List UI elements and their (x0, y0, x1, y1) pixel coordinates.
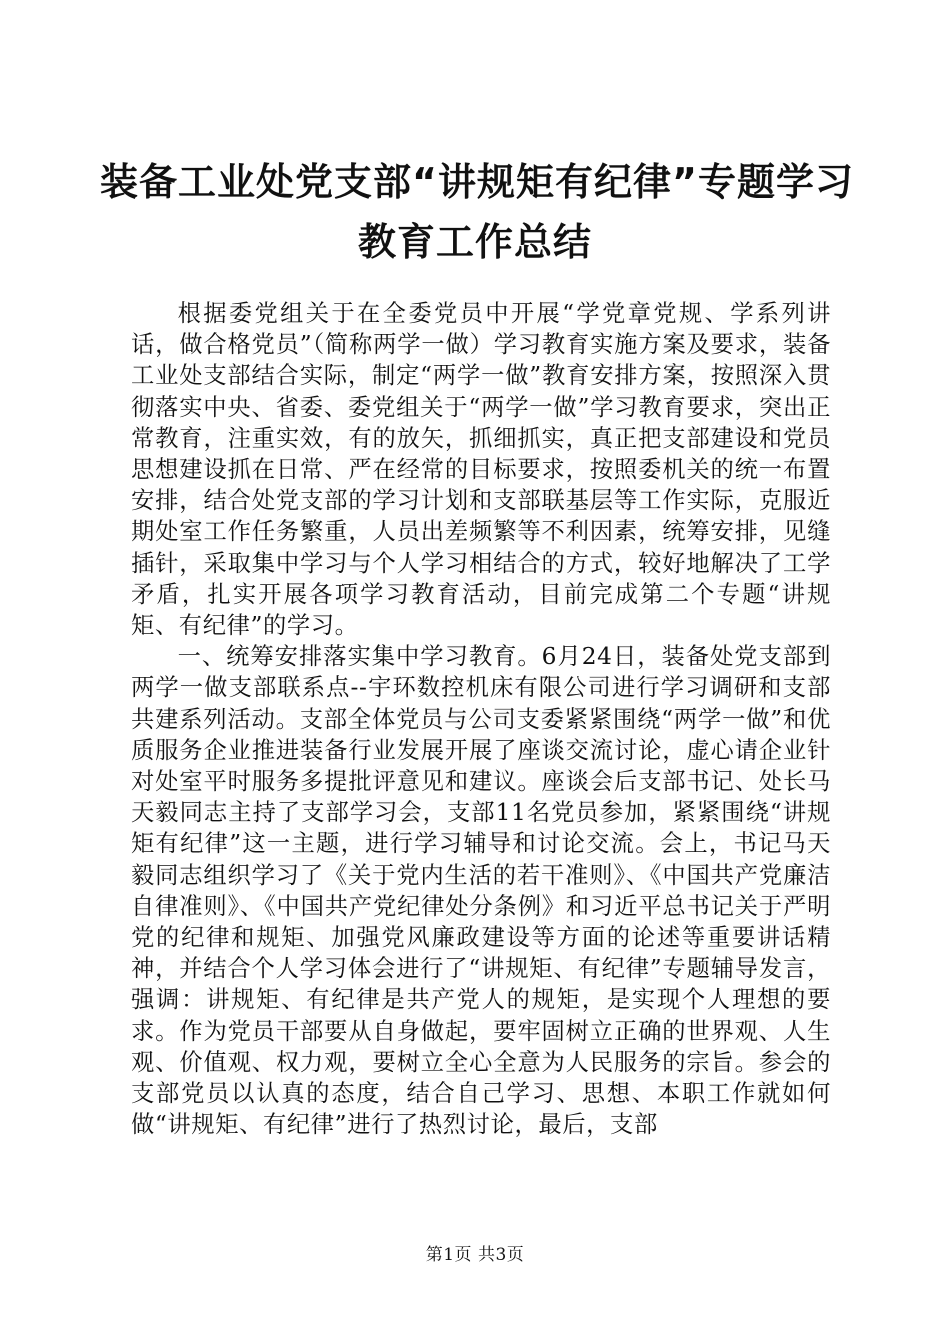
body-paragraph-intro: 根据委党组关于在全委党员中开展“学党章党规、学系列讲话，做合格党员”（简称两学一做）学习教育实施方案及要求，装备工业处支部结合实际，制定“两学一做”教育安排方案，按照深入贯彻落实中央、省委、委党组关于“两学一做”学习教育要求，突出正常教育，注重实效，有的放矢，抓细抓实，真正把支部建设和党员思想建设抓在日常、严在经常的目标要求，按照委机关的统一布置安排，结合处党支部的学习计划和支部联基层等工作实际，克服近期处室工作任务繁重，人员出差频繁等不利因素，统筹安排，见缝插针，采取集中学习与个人学习相结合的方式，较好地解决了工学矛盾，扎实开展各项学习教育活动，目前完成第二个专题“讲规矩、有纪律”的学习。 (131, 300, 831, 640)
body-paragraph-section-1: 一、统筹安排落实集中学习教育。6月24日，装备处党支部到两学一做支部联系点--宇环数控机床有限公司进行学习调研和支部共建系列活动。支部全体党员与公司支委紧紧围绕“两学一做”和优质服务企业推进装备行业发展开展了座谈交流讨论，虚心请企业针对处室平时服务多提批评意见和建议。座谈会后支部书记、处长马天毅同志主持了支部学习会，支部11名党员参加，紧紧围绕“讲规矩有纪律”这一主题，进行学习辅导和讨论交流。会上，书记马天毅同志组织学习了《关于党内生活的若干准则》、《中国共产党廉洁自律准则》、《中国共产党纪律处分条例》和习近平总书记关于严明党的纪律和规矩、加强党风廉政建设等方面的论述等重要讲话精神，并结合个人学习体会进行了“讲规矩、有纪律”专题辅导发言，强调：讲规矩、有纪律是共产党人的规矩，是实现个人理想的要求。作为党员干部要从自身做起，要牢固树立正确的世界观、人生观、价值观、权力观，要树立全心全意为人民服务的宗旨。参会的支部党员以认真的态度，结合自己学习、思想、本职工作就如何做“讲规矩、有纪律”进行了热烈讨论，最后，支部 (131, 643, 831, 1139)
document-title-line-2: 教育工作总结 (357, 220, 592, 264)
document-body (131, 298, 831, 1178)
document-title-line-1: 装备工业处党支部“讲规矩有纪律”专题学习 (100, 160, 854, 204)
page-number-footer: 第1页 共3页 (425, 1245, 525, 1265)
